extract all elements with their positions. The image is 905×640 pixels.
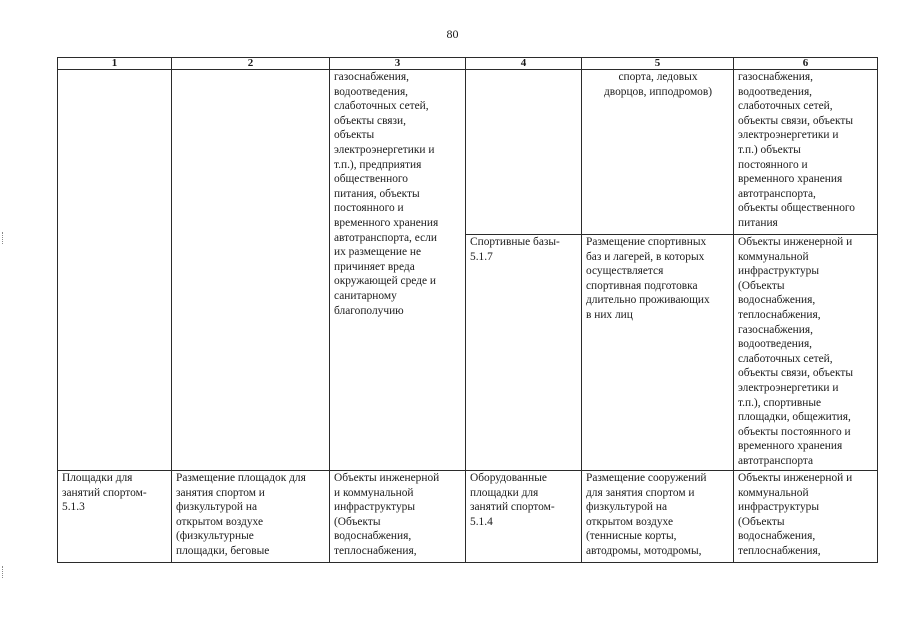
row2-col4-text: Спортивные базы- 5.1.7 (470, 236, 560, 263)
row2-col6-cell (734, 235, 878, 471)
table-header-row (58, 58, 878, 70)
column-header-5: 5 (582, 58, 734, 70)
row3-col2-text: Размещение площадок для занятия спортом и физкультурой на открытом воздухе (физкультурные площадки, беговые (176, 472, 306, 557)
column-header-6: 6 (734, 58, 878, 70)
row3-col2-cell (172, 471, 330, 563)
row2-col5-text: Размещение спортивных баз и лагерей, в которых осуществляется спортивная подготовка длительно проживающих в них лиц (586, 236, 710, 321)
column-header-2: 2 (172, 58, 330, 70)
row3-col6-text: Объекты инженерной и коммунальной инфраструктуры (Объекты водоснабжения, теплоснабжения, (738, 472, 853, 557)
row1-col2-cell (172, 70, 330, 471)
row1-col4-cell (466, 70, 582, 235)
row2-col4-cell (466, 235, 582, 471)
row3-col4-text: Оборудованные площадки для занятий спортом- 5.1.4 (470, 472, 555, 528)
row1-col6-cell (734, 70, 878, 235)
page-number: 80 (446, 27, 459, 41)
row3-col6-cell (734, 471, 878, 563)
row2-col5-cell (582, 235, 734, 471)
row3-col4-cell (466, 471, 582, 563)
table-row (58, 471, 878, 563)
scan-edge-mark (2, 232, 5, 244)
row1-col3-cell (330, 70, 466, 471)
column-header-4: 4 (466, 58, 582, 70)
row2-col6-text: Объекты инженерной и коммунальной инфраструктуры (Объекты водоснабжения, теплоснабжения, газоснабжения, водоотведения, слаботочных сетей, объекты связи, объекты электроэнергетики и т.п.), спортивные площадки, общежития, объекты постоянного и временного хранения автотранспорта (738, 236, 853, 467)
row1-col5-cell (582, 70, 734, 235)
row3-col3-cell (330, 471, 466, 563)
row1-col5-text: спорта, ледовых дворцов, ипподромов) (603, 71, 713, 98)
row3-col1-cell (58, 471, 172, 563)
row3-col5-text: Размещение сооружений для занятия спортом и физкультурой на открытом воздухе (теннисные корты, автодромы, мотодромы, (586, 472, 707, 557)
land-use-table (57, 57, 878, 563)
row3-col3-text: Объекты инженерной и коммунальной инфраструктуры (Объекты водоснабжения, теплоснабжения, (334, 472, 440, 557)
scan-edge-mark (2, 566, 5, 578)
row3-col1-text: Площадки для занятий спортом- 5.1.3 (62, 472, 147, 514)
row1-col1-cell (58, 70, 172, 471)
row1-col6-text: газоснабжения, водоотведения, слаботочных сетей, объекты связи, объекты электроэнергетики и т.п.) объекты постоянного и временного хранения автотранспорта, объекты общественного питания (738, 71, 855, 229)
column-header-3: 3 (330, 58, 466, 70)
row3-col5-cell (582, 471, 734, 563)
table-row (58, 70, 878, 235)
column-header-1: 1 (58, 58, 172, 70)
row1-col3-text: газоснабжения, водоотведения, слаботочных сетей, объекты связи, объекты электроэнергетики и т.п.), предприятия общественного питания, объекты постоянного и временного хранения автотранспорта, если их размещение не причиняет вреда окружающей среде и санитарному благополучию (334, 71, 439, 317)
